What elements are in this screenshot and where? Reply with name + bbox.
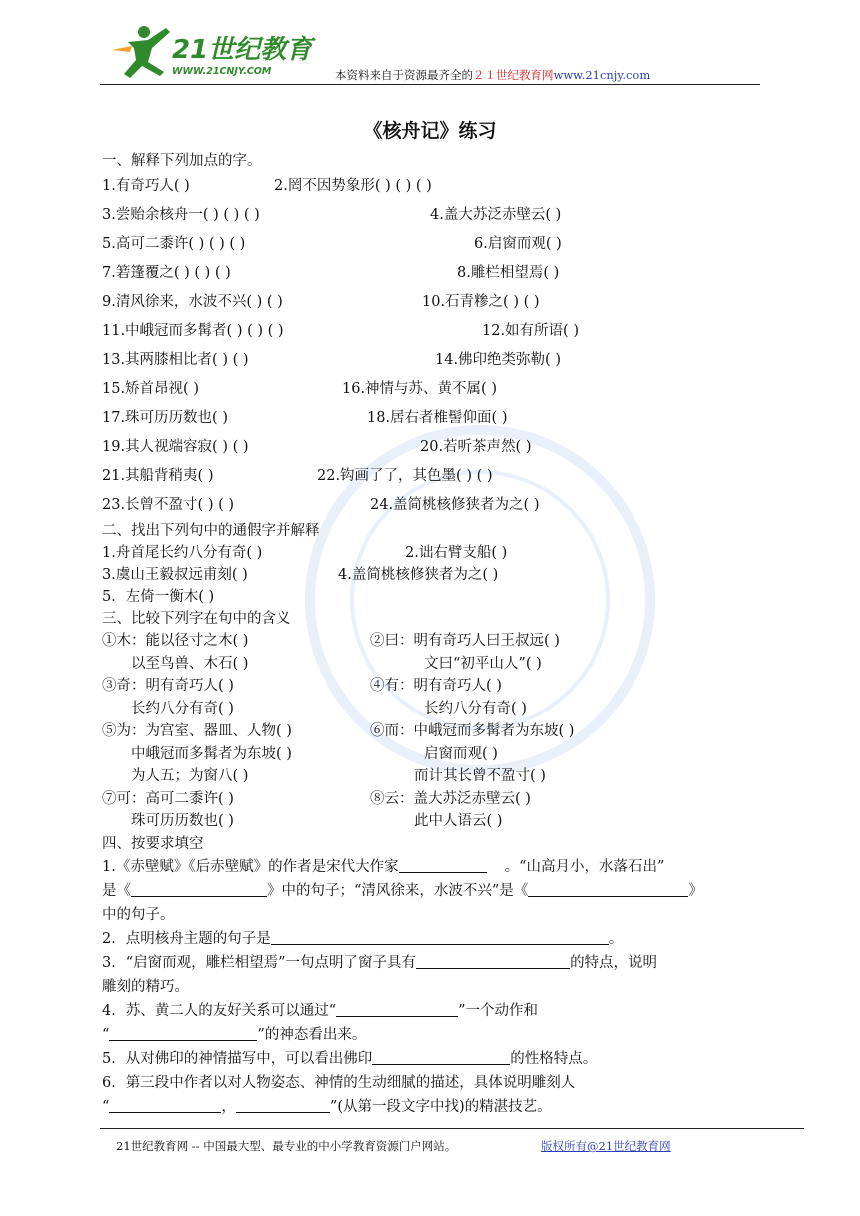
question-text: 4．苏、黄二人的友好关系可以通过“ (102, 1002, 337, 1019)
fill-question-5 (102, 1047, 762, 1071)
question-item: 6.启窗而观( ) (474, 236, 562, 252)
question-item: ①木：能以径寸之木( ) (102, 633, 249, 649)
question-item: 为人五；为窗八( ) (102, 768, 249, 784)
question-text: ”的神态看出来。 (257, 1026, 367, 1043)
question-item: 21.其船背稍夷( ) (102, 468, 214, 484)
question-text: 3．“启窗而观，雕栏相望焉”一句点明了窗子具有 (102, 954, 417, 971)
exercise-content (102, 150, 762, 1119)
question-item: ⑤为：为宫室、器皿、人物( ) (102, 723, 292, 739)
question-item: 12.如有所语( ) (482, 323, 579, 339)
site-logo (108, 22, 318, 82)
section-heading-1: 一、解释下列加点的字。 (102, 153, 262, 169)
question-item: 1.舟首尾长约八分有奇( ) (102, 545, 263, 561)
question-text: 5．从对佛印的神情描写中，可以看出佛印 (102, 1050, 373, 1067)
header-note-prefix: 本资料来自于资源最齐全的 (335, 68, 473, 82)
question-text: 是《 (102, 882, 131, 899)
question-item: 7.箬篷覆之( ) ( ) ( ) (102, 265, 231, 281)
question-item: 中峨冠而多髯者为东坡( ) (102, 745, 292, 762)
answer-blank[interactable] (372, 1049, 510, 1065)
page-title: 《核舟记》练习 (363, 120, 497, 142)
question-text: 2．点明核舟主题的句子是 (102, 930, 271, 947)
question-item: 13.其两膝相比者( ) ( ) (102, 352, 249, 368)
question-text: “ (102, 1098, 110, 1115)
answer-blank[interactable] (336, 1001, 458, 1017)
question-item: 4.盖简桃核修狭者为之( ) (338, 567, 499, 583)
question-item: ⑦可：高可二黍许( ) (102, 790, 234, 807)
question-item: 长约八分有奇( ) (424, 700, 527, 717)
copyright-link[interactable]: 版权所有@21世纪教育网 (541, 1139, 671, 1153)
question-text: “ (102, 1026, 110, 1043)
question-item: 18.居右者椎髻仰面( ) (367, 410, 508, 426)
section-heading-3: 三、比较下列字在句中的含义 (102, 611, 291, 627)
question-item: 9.清风徐来，水波不兴( ) ( ) (102, 294, 283, 310)
question-item: 5．左倚一衡木( ) (102, 589, 215, 605)
question-item: 以至鸟兽、木石( ) (102, 655, 249, 672)
question-item: ⑧云：盖大苏泛赤壁云( ) (370, 790, 531, 807)
answer-blank[interactable] (236, 1097, 330, 1113)
question-item: 此中人语云( ) (414, 813, 503, 829)
question-item: 珠可历历数也( ) (102, 813, 234, 829)
logo-text: 21世纪教育 (172, 35, 313, 65)
logo-url: WWW.21CNJY.COM (172, 66, 272, 77)
section-heading-2: 二、找出下列句中的通假字并解释 (102, 523, 320, 539)
page-header (100, 20, 760, 85)
question-item: 3.虞山王毅叔远甫刻( ) (102, 567, 248, 583)
header-note-site[interactable]: ２１世纪教育网 (473, 68, 554, 82)
answer-blank[interactable] (271, 929, 609, 945)
question-item: ②曰：明有奇巧人曰王叔远( ) (370, 633, 560, 649)
question-text: 。“山高月小，水落石出” (504, 858, 665, 875)
question-text: 》 (688, 882, 703, 899)
running-figure-icon (112, 26, 170, 78)
fill-question-4-cont (102, 1023, 762, 1047)
question-text: 。 (608, 930, 624, 947)
question-item: ⑥而：中峨冠而多髯者为东坡( ) (370, 723, 575, 739)
question-item: 3.尝贻余核舟一( ) ( ) ( ) (102, 207, 260, 223)
fill-question-1-cont (102, 879, 762, 903)
question-text: 雕刻的精巧。 (102, 978, 189, 995)
question-item: 长约八分有奇( ) (102, 700, 234, 717)
question-item: 启窗而观( ) (424, 745, 498, 762)
answer-blank[interactable] (528, 881, 688, 897)
header-note-url[interactable]: www.21cnjy.com (553, 68, 651, 82)
page-footer (100, 1128, 804, 1159)
question-item: 10.石青糁之( ) ( ) (422, 294, 540, 310)
fill-question-6 (102, 1095, 762, 1119)
question-item: 5.高可二黍许( ) ( ) ( ) (102, 236, 246, 252)
question-item: 22.钩画了了，其色墨( ) ( ) (317, 468, 493, 484)
question-item: ③奇：明有奇巧人( ) (102, 678, 234, 694)
question-item: 1.有奇巧人( ) (102, 178, 190, 194)
question-item: 23.长曾不盈寸( ) ( ) (102, 497, 235, 513)
question-text: ”(从第一段文字中找)的精湛技艺。 (329, 1098, 552, 1115)
section-heading-4: 四、按要求填空 (102, 835, 204, 852)
footer-text: 21世纪教育网 -- 中国最大型、最专业的中小学教育资源门户网站。 (116, 1139, 457, 1153)
question-item: 4.盖大苏泛赤壁云( ) (430, 207, 562, 223)
question-item: 15.矫首昂视( ) (102, 381, 199, 397)
question-item: 2.罔不因势象形( ) ( ) ( ) (274, 178, 432, 194)
answer-blank[interactable] (131, 881, 267, 897)
question-item: 11.中峨冠而多髯者( ) ( ) ( ) (102, 323, 284, 339)
question-item: ④有：明有奇巧人( ) (370, 678, 502, 694)
question-item: 24.盖简桃核修狭者为之( ) (370, 497, 540, 513)
answer-blank[interactable] (416, 953, 570, 969)
question-item: 19.其人视端容寂( ) ( ) (102, 439, 249, 455)
fill-question-1 (102, 855, 762, 879)
question-text: 的特点，说明 (570, 954, 658, 971)
question-text: 1.《赤壁赋》《后赤壁赋》的作者是宋代大作家 (102, 858, 399, 875)
fill-question-3 (102, 951, 762, 975)
question-item: 8.雕栏相望焉( ) (457, 265, 560, 281)
answer-blank[interactable] (109, 1025, 257, 1041)
fill-question-4 (102, 999, 762, 1023)
question-item: 文曰“初平山人”( ) (424, 655, 542, 672)
question-item: 2.诎右臂支船( ) (405, 545, 508, 561)
question-item: 20.若听茶声然( ) (420, 439, 532, 455)
fill-question-2 (102, 927, 762, 951)
question-text: 》中的句子；“清风徐来，水波不兴”是《 (267, 882, 529, 899)
question-text: 6．第三段中作者以对人物姿态、神情的生动细腻的描述，具体说明雕刻人 (102, 1074, 576, 1091)
question-text: ， (221, 1098, 236, 1115)
header-note (335, 67, 650, 83)
answer-blank[interactable] (109, 1097, 221, 1113)
question-text: ”一个动作和 (458, 1002, 539, 1019)
question-item: 17.珠可历历数也( ) (102, 410, 228, 426)
question-item: 而计其长曾不盈寸( ) (414, 768, 546, 784)
question-text: 的性格特点。 (510, 1050, 598, 1067)
question-text: 中的句子。 (102, 906, 175, 923)
question-item: 16.神情与苏、黄不属( ) (342, 381, 497, 397)
question-item: 14.佛印绝类弥勒( ) (435, 352, 561, 368)
answer-blank[interactable] (399, 857, 487, 873)
